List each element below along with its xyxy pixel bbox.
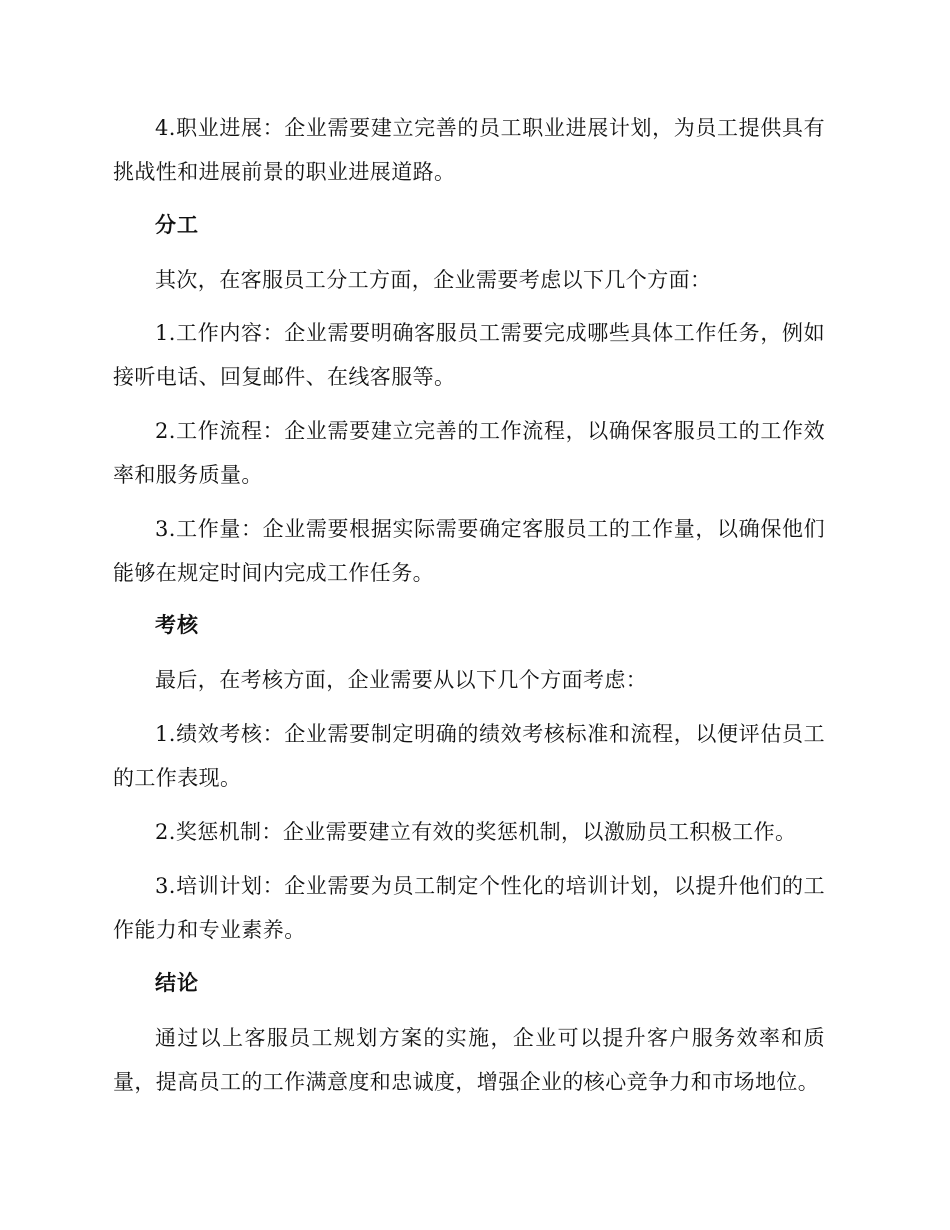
paragraph-division-intro: 其次，在客服员工分工方面，企业需要考虑以下几个方面：: [155, 268, 712, 292]
heading-conclusion: 结论: [155, 971, 199, 995]
paragraph-work-content: 1.工作内容：企业需要明确客服员工需要完成哪些具体工作任务，例如接听电话、回复邮件、在线客服等。: [113, 321, 825, 389]
paragraph-career-development: 4.职业进展：企业需要建立完善的员工职业进展计划，为员工提供具有挑战性和进展前景的职业进展道路。: [113, 116, 825, 184]
paragraph-assessment-intro: 最后，在考核方面，企业需要从以下几个方面考虑：: [155, 668, 648, 692]
paragraph-training-plan: 3.培训计划：企业需要为员工制定个性化的培训计划，以提升他们的工作能力和专业素养。: [113, 874, 825, 942]
paragraph-workload: 3.工作量：企业需要根据实际需要确定客服员工的工作量，以确保他们能够在规定时间内完成工作任务。: [113, 517, 825, 585]
paragraph-work-process: 2.工作流程：企业需要建立完善的工作流程，以确保客服员工的工作效率和服务质量。: [113, 419, 825, 487]
paragraph-conclusion: 通过以上客服员工规划方案的实施，企业可以提升客户服务效率和质量，提高员工的工作满意度和忠诚度，增强企业的核心竞争力和市场地位。: [113, 1026, 825, 1094]
heading-division-of-labor: 分工: [155, 213, 199, 237]
paragraph-performance-assessment: 1.绩效考核：企业需要制定明确的绩效考核标准和流程，以便评估员工的工作表现。: [113, 722, 825, 790]
heading-assessment: 考核: [155, 613, 199, 637]
paragraph-reward-punishment: 2.奖惩机制：企业需要建立有效的奖惩机制，以激励员工积极工作。: [155, 820, 797, 844]
